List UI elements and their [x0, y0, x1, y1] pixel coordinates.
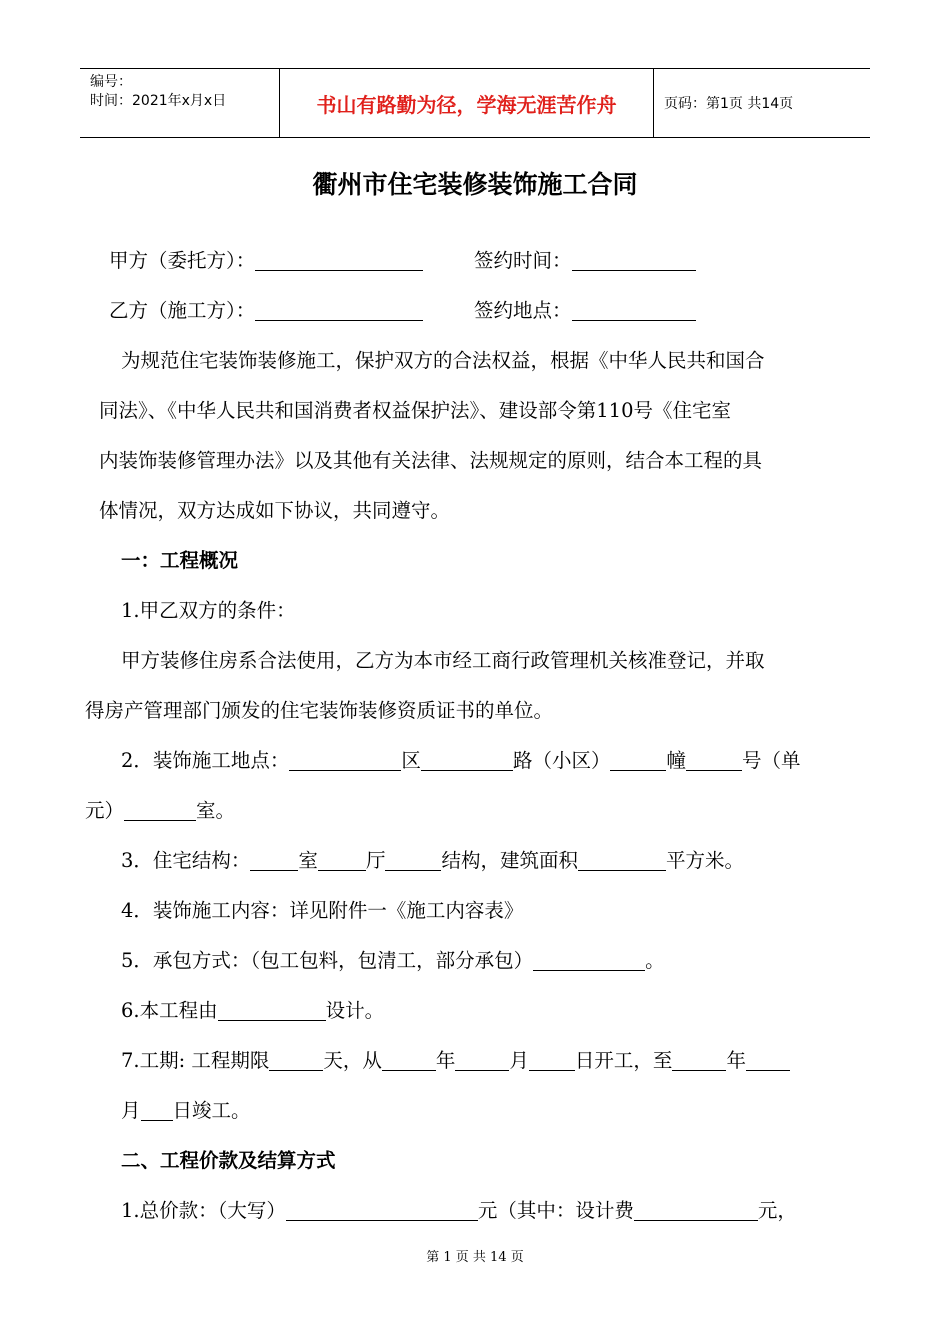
item-3-hall: 厅: [365, 849, 386, 872]
sign-place-label: 签约地点：: [474, 299, 572, 322]
sign-time-label: 签约时间：: [474, 249, 572, 272]
total-price-blank: [286, 1198, 478, 1221]
section-2-heading: 二、工程价款及结算方式: [121, 1149, 336, 1172]
number-label: 编号：: [90, 74, 132, 90]
item-2-district: 区: [401, 749, 421, 772]
item-7-cont: [85, 1086, 875, 1136]
item-3-prefix: 3．住宅结构：: [121, 849, 251, 872]
page-footer: 第 1 页 共 14 页: [426, 1250, 524, 1265]
item-1-text-2: 得房产管理部门颁发的住宅装饰装修资质证书的单位。: [85, 699, 554, 722]
item-2-prefix: 2．装饰施工地点：: [121, 749, 290, 772]
item-3-struct: 结构，建筑面积: [441, 849, 578, 872]
structure-blank: [385, 848, 441, 871]
party-a-label: 甲方（委托方）：: [109, 249, 256, 272]
item-2-building: 幢: [666, 749, 686, 772]
item-5: [85, 936, 875, 986]
page-header: [80, 68, 870, 138]
header-info: [80, 69, 280, 137]
designer-blank: [218, 998, 326, 1021]
party-b-label: 乙方（施工方）：: [109, 299, 256, 322]
item-7-year: 年: [435, 1049, 456, 1072]
section-1-heading: 一：工程概况: [121, 549, 239, 572]
start-month-blank: [455, 1048, 509, 1071]
item-1: 1.甲乙双方的条件：: [121, 599, 296, 622]
item-2: [85, 736, 875, 786]
item-6: [85, 986, 875, 1036]
item-7-year2: 年: [726, 1049, 746, 1072]
item-3: [85, 836, 875, 886]
item-3-unit: 平方米。: [665, 849, 744, 872]
preamble-line-3: 内装饰装修管理办法》以及其他有关法律、法规规定的原则，结合本工程的具: [99, 449, 763, 472]
price-item-1: [85, 1186, 875, 1236]
preamble-line-1: 为规范住宅装饰装修施工，保护双方的合法权益，根据《中华人民共和国合: [121, 349, 765, 372]
party-a-row: [85, 236, 875, 286]
sign-place-blank: [572, 298, 696, 321]
preamble-line-4: 体情况，双方达成如下协议，共同遵守。: [99, 499, 451, 522]
item-5-end: 。: [645, 949, 665, 972]
room-blank: [124, 798, 196, 821]
item-7-month2: 月: [121, 1099, 141, 1122]
item-2-number: 号（单: [741, 749, 801, 772]
number-blank: [686, 748, 742, 771]
halls-blank: [318, 848, 366, 871]
header-motto: 书山有路勤为径，学海无涯苦作舟: [280, 69, 654, 137]
item-7-end: 日竣工。: [172, 1099, 251, 1122]
rooms-blank: [250, 848, 298, 871]
contract-method-blank: [533, 948, 645, 971]
document-title: 衢州市住宅装修装饰施工合同: [312, 170, 638, 199]
design-fee-blank: [634, 1198, 758, 1221]
start-year-blank: [382, 1048, 436, 1071]
time-label: 时间：2021年x月x日: [90, 93, 227, 109]
item-7-start: 日开工，至: [574, 1049, 673, 1072]
end-month-blank-a: [746, 1048, 790, 1071]
building-blank: [610, 748, 666, 771]
item-7-days: 天，从: [323, 1049, 382, 1072]
end-year-blank: [672, 1048, 726, 1071]
price-mid: 元（其中：设计费: [477, 1199, 634, 1222]
item-3-room: 室: [298, 849, 318, 872]
price-prefix: 1.总价款：（大写）: [121, 1199, 286, 1222]
start-day-blank: [529, 1048, 575, 1071]
days-blank: [269, 1048, 323, 1071]
item-6-prefix: 6.本工程由: [121, 999, 218, 1022]
item-2-unit: 元）: [85, 799, 125, 822]
item-7: [85, 1036, 875, 1086]
item-2-road: 路（小区）: [512, 749, 611, 772]
item-7-month: 月: [509, 1049, 529, 1072]
road-blank: [421, 748, 513, 771]
area-blank: [578, 848, 666, 871]
item-5-prefix: 5．承包方式：（包工包料，包清工，部分承包）: [121, 949, 534, 972]
item-4: 4．装饰施工内容：详见附件一《施工内容表》: [121, 899, 524, 922]
preamble-line-2: 同法》、《中华人民共和国消费者权益保护法》、建设部令第110号《住宅室: [99, 399, 731, 422]
district-blank: [289, 748, 401, 771]
item-7-prefix: 7.工期: 工程期限: [121, 1049, 270, 1072]
party-a-blank: [255, 248, 423, 271]
item-2-room: 室。: [196, 799, 236, 822]
sign-time-blank: [572, 248, 696, 271]
contract-body: [85, 236, 875, 1236]
party-b-blank: [255, 298, 423, 321]
end-day-blank: [141, 1098, 173, 1121]
item-1-text-1: 甲方装修住房系合法使用，乙方为本市经工商行政管理机关核准登记，并取: [121, 649, 765, 672]
party-b-row: [85, 286, 875, 336]
price-end: 元，: [757, 1199, 797, 1222]
item-2-cont: [85, 786, 875, 836]
item-6-end: 设计。: [325, 999, 385, 1022]
header-page-info: 页码：第1页 共14页: [664, 96, 794, 112]
